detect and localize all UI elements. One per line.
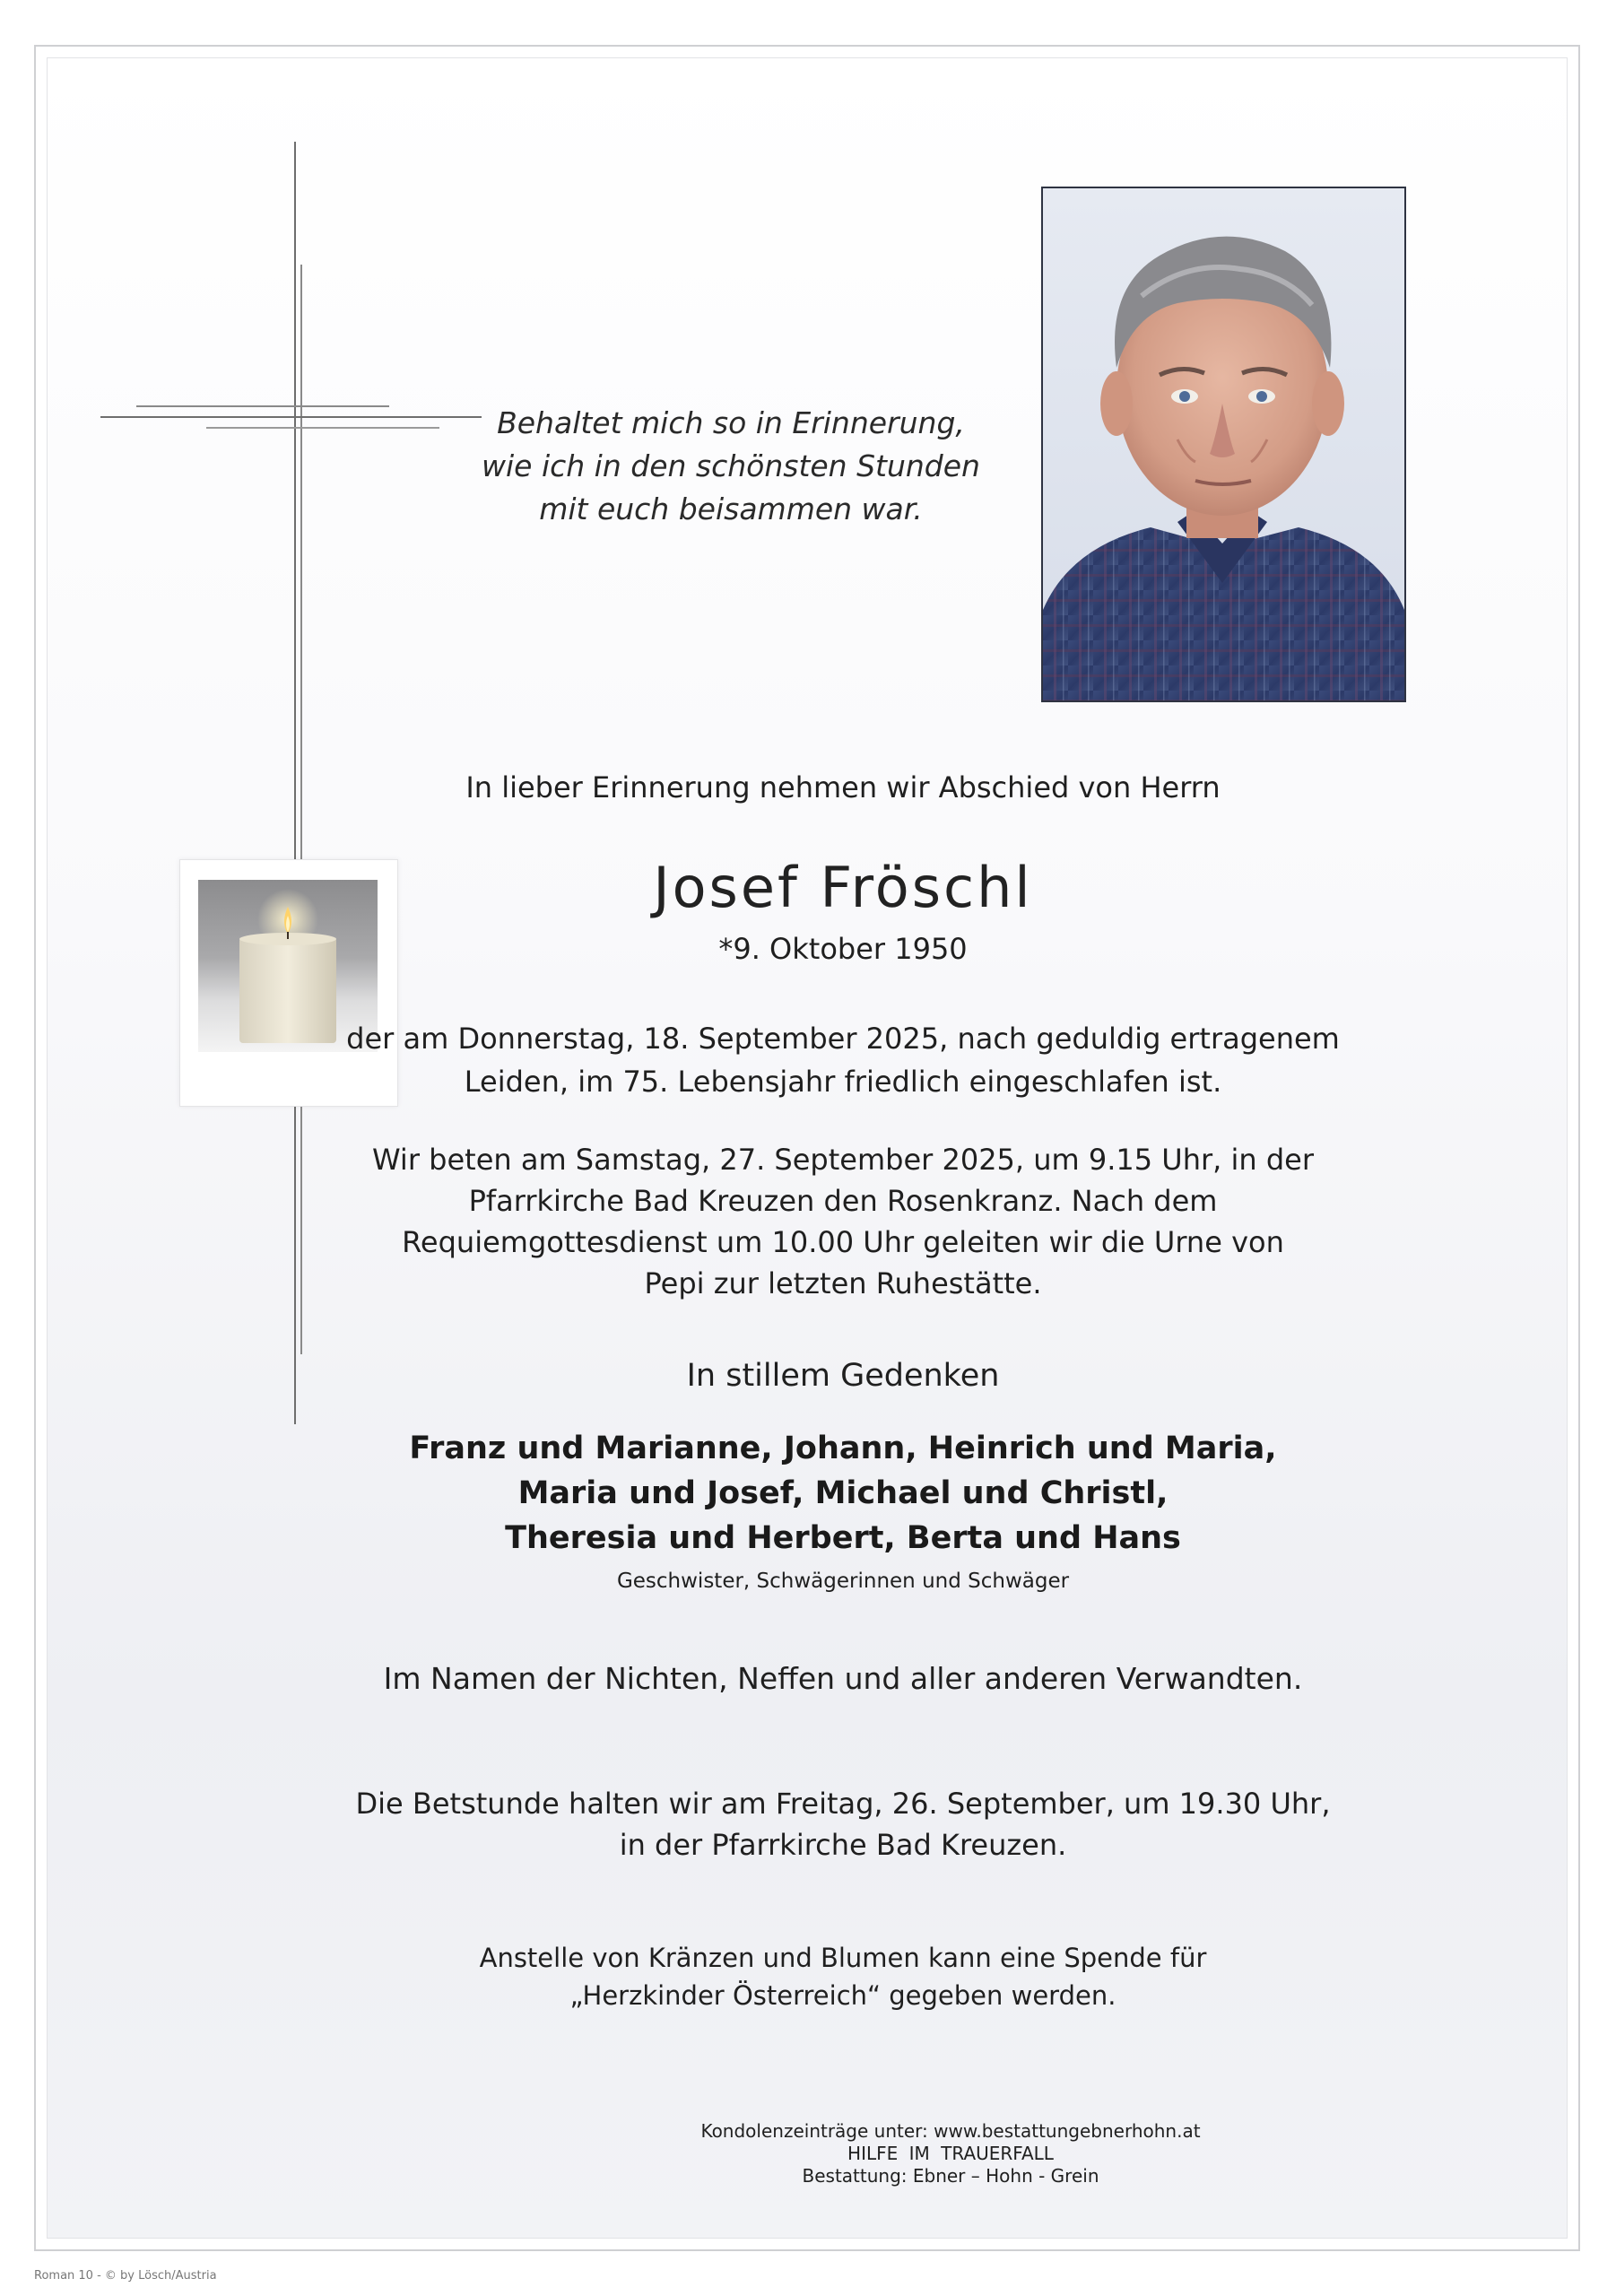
- memory-line: In stillem Gedenken: [686, 1358, 1000, 1394]
- deceased-name: [269, 852, 1417, 924]
- donation-notice: [269, 1939, 1417, 2014]
- death-line: Leiden, im 75. Lebensjahr friedlich eingeschlafen ist.: [464, 1065, 1222, 1099]
- vigil-line: Die Betstunde halten wir am Freitag, 26. September, um 19.30 Uhr,: [355, 1787, 1331, 1821]
- prayer-line: Wir beten am Samstag, 27. September 2025, um 9.15 Uhr, in der: [371, 1143, 1314, 1177]
- portrait-photo: [1041, 187, 1406, 702]
- family-line: Theresia und Herbert, Berta und Hans: [505, 1520, 1181, 1556]
- prayer-notice: [269, 1139, 1417, 1304]
- intro-text: [269, 766, 1417, 809]
- motto-line: mit euch beisammen war.: [539, 491, 923, 526]
- motto-line: Behaltet mich so in Erinnerung,: [497, 405, 965, 440]
- relatives-text: [269, 1657, 1417, 1700]
- template-credit: Roman 10 - © by Lösch/Austria: [34, 2269, 217, 2283]
- donation-line: Anstelle von Kränzen und Blumen kann eine Spende für: [479, 1943, 1207, 1973]
- intro-line: In lieber Erinnerung nehmen wir Abschied von Herrn: [465, 770, 1221, 804]
- family-names: [269, 1426, 1417, 1561]
- birth-date: [269, 927, 1417, 970]
- relatives-line: Im Namen der Nichten, Neffen und aller anderen Verwandten.: [383, 1661, 1303, 1696]
- family-line: Franz und Marianne, Johann, Heinrich und Maria,: [409, 1431, 1277, 1466]
- portrait-illustration: [1043, 188, 1404, 700]
- family-line: Maria und Josef, Michael und Christl,: [517, 1475, 1169, 1511]
- condolence-link[interactable]: Kondolenzeinträge unter: www.bestattungebnerhohn.at: [700, 2120, 1201, 2142]
- death-line: der am Donnerstag, 18. September 2025, nach geduldig ertragenem: [346, 1022, 1340, 1056]
- birth-line: *9. Oktober 1950: [718, 932, 968, 966]
- vigil-notice: [269, 1783, 1417, 1866]
- motto-line: wie ich in den schönsten Stunden: [482, 448, 980, 483]
- prayer-line: Requiemgottesdienst um 10.00 Uhr geleiten wir die Urne von: [402, 1225, 1284, 1259]
- vigil-line: in der Pfarrkirche Bad Kreuzen.: [619, 1828, 1067, 1862]
- prayer-line: Pepi zur letzten Ruhestätte.: [644, 1266, 1042, 1300]
- footer-slogan: HILFE IM TRAUERFALL: [847, 2143, 1054, 2164]
- footer-undertaker-name: Bestattung: Ebner – Hohn - Grein: [802, 2165, 1099, 2187]
- memory-heading: [269, 1352, 1417, 1399]
- name-line: Josef Fröschl: [653, 855, 1033, 920]
- donation-line: „Herzkinder Österreich“ gegeben werden.: [569, 1980, 1116, 2011]
- motto-quote: [421, 402, 1040, 531]
- footer-undertaker: [502, 2120, 1399, 2187]
- relation-line: Geschwister, Schwägerinnen und Schwäger: [616, 1570, 1070, 1593]
- death-notice: [269, 1017, 1417, 1103]
- prayer-line: Pfarrkirche Bad Kreuzen den Rosenkranz. Nach dem: [468, 1184, 1218, 1218]
- family-relation: [269, 1566, 1417, 1596]
